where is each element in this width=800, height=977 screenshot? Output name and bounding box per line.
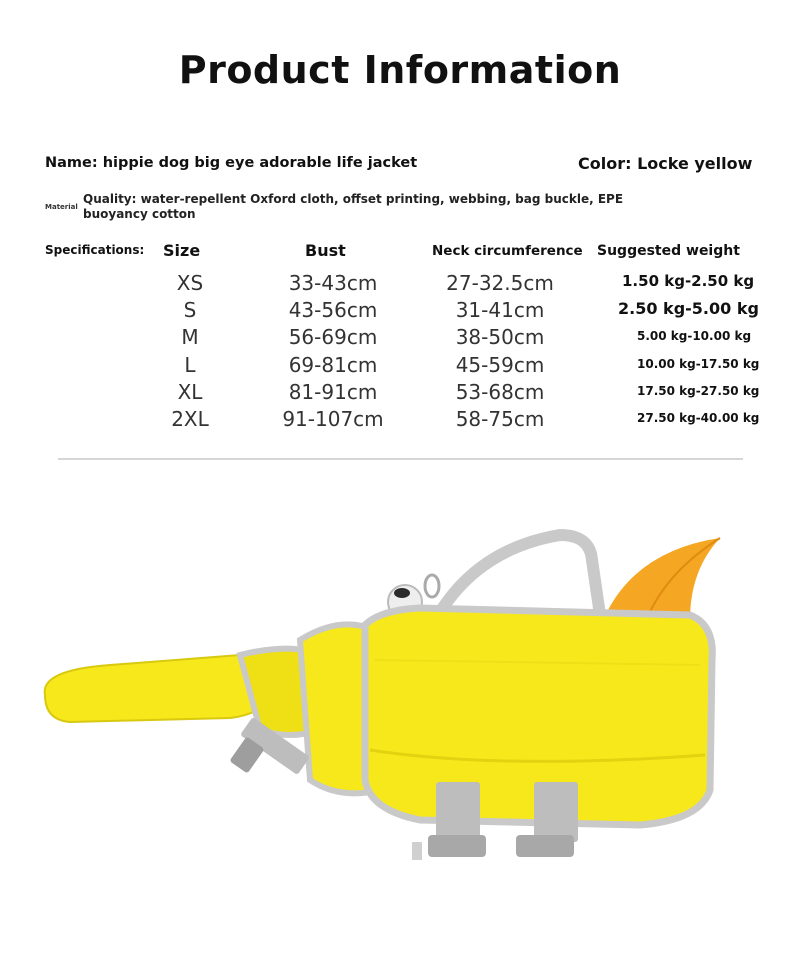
weight-cell: 5.00 kg-10.00 kg [637,329,752,343]
belly-strap-right [534,782,578,842]
life-jacket-illustration [0,490,800,890]
section-divider [58,458,743,460]
neck-cell: 38-50cm [455,325,545,349]
weight-cell: 2.50 kg-5.00 kg [618,299,759,318]
bust-cell: 56-69cm [288,325,378,349]
eye-pupil [394,588,410,598]
quality-text: Quality: water-repellent Oxford cloth, offset printing, webbing, bag buckle, EPE buoyancy cotton [83,192,624,221]
material-label: Material [45,203,78,211]
neck-cell: 45-59cm [455,353,545,377]
size-cell: S [183,298,197,322]
specifications-label: Specifications: [45,243,145,257]
size-cell: XS [176,271,204,295]
bust-cell: 81-91cm [288,380,378,404]
product-name: Name: hippie dog big eye adorable life jacket [45,155,418,171]
header-size: Size [163,241,201,260]
d-ring [425,575,439,597]
neck-cell: 58-75cm [455,407,545,431]
header-neck: Neck circumference [432,243,583,259]
bust-cell: 91-107cm [282,407,384,431]
neck-cell: 27-32.5cm [446,271,554,295]
neck-cell: 53-68cm [455,380,545,404]
size-cell: XL [177,380,203,404]
neck-cell: 31-41cm [455,298,545,322]
weight-cell: 10.00 kg-17.50 kg [637,357,760,371]
page-title: Product Information [178,48,622,92]
bust-cell: 69-81cm [288,353,378,377]
size-cell: M [181,325,199,349]
size-cell: L [184,353,196,377]
bust-cell: 43-56cm [288,298,378,322]
product-color: Color: Locke yellow [578,154,753,173]
bust-cell: 33-43cm [288,271,378,295]
header-bust: Bust [305,241,346,260]
weight-cell: 1.50 kg-2.50 kg [622,272,755,290]
header-weight: Suggested weight [597,243,740,259]
weight-cell: 27.50 kg-40.00 kg [637,411,760,425]
size-cell: 2XL [171,407,209,431]
belly-strap-left [436,782,480,842]
weight-cell: 17.50 kg-27.50 kg [637,384,760,398]
